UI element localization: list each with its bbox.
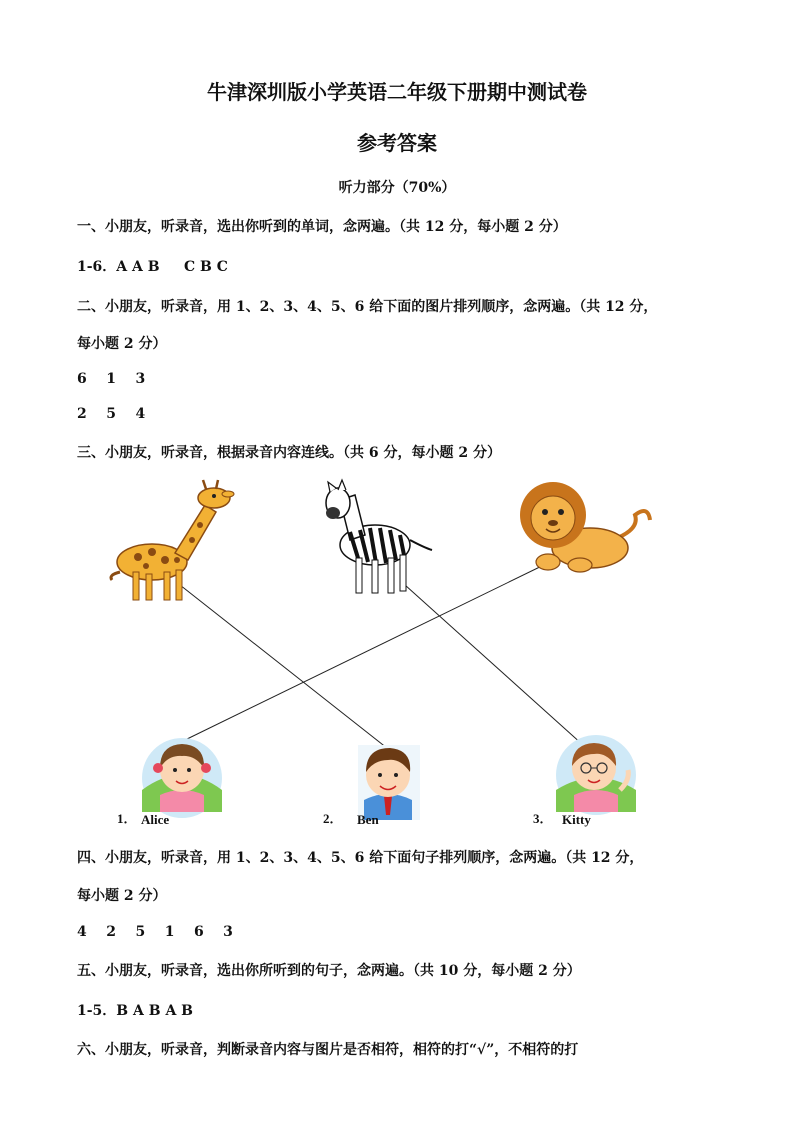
lion-picture	[520, 482, 650, 572]
kid-1-number: 1．	[117, 811, 137, 826]
ben-picture	[358, 745, 420, 820]
alice-picture	[142, 738, 222, 818]
giraffe-picture	[111, 480, 234, 600]
q4-answer: 4 2 5 1 6 3	[77, 924, 233, 940]
kid-3-number: 3．	[533, 811, 553, 826]
q3-instruction: 三、小朋友，听录音，根据录音内容连线。（共 6 分，每小题 2 分）	[77, 445, 501, 461]
match-line-lion-alice	[185, 562, 550, 740]
q5-instruction: 五、小朋友，听录音，选出你所听到的句子，念两遍。（共 10 分，每小题 2 分）	[77, 963, 581, 979]
q2-instruction: 二、小朋友，听录音，用 1、2、3、4、5、6 给下面的图片排列顺序，念两遍。（共 12 分，	[77, 299, 658, 315]
q2-answer-row1: 6 1 3	[77, 371, 146, 387]
q1-answer: 1-6．A A B C B C	[77, 259, 228, 275]
kid-2-number: 2．	[323, 811, 343, 826]
kid-2-name: Ben	[357, 812, 379, 827]
section-heading: 听力部分（70%）	[338, 180, 456, 196]
page-subtitle: 参考答案	[357, 131, 437, 155]
matching-figure	[0, 470, 794, 840]
kid-1-name: Alice	[141, 812, 170, 827]
q6-instruction: 六、小朋友，听录音，判断录音内容与图片是否相符，相符的打“√”，不相符的打	[77, 1042, 579, 1058]
q4-instruction-cont: 每小题 2 分）	[77, 888, 167, 904]
q5-answer: 1-5．B A B A B	[77, 1003, 194, 1019]
q1-instruction: 一、小朋友，听录音，选出你听到的单词，念两遍。（共 12 分，每小题 2 分）	[77, 219, 567, 235]
zebra-picture	[326, 480, 432, 593]
match-line-zebra-kitty	[405, 585, 583, 745]
q4-instruction: 四、小朋友，听录音，用 1、2、3、4、5、6 给下面句子排列顺序，念两遍。（共 12 分，	[77, 850, 644, 866]
kid-3-name: Kitty	[562, 812, 591, 827]
q2-instruction-cont: 每小题 2 分）	[77, 336, 167, 352]
q2-answer-row2: 2 5 4	[77, 406, 146, 422]
page-title: 牛津深圳版小学英语二年级下册期中测试卷	[207, 80, 587, 104]
kitty-picture	[556, 735, 636, 815]
